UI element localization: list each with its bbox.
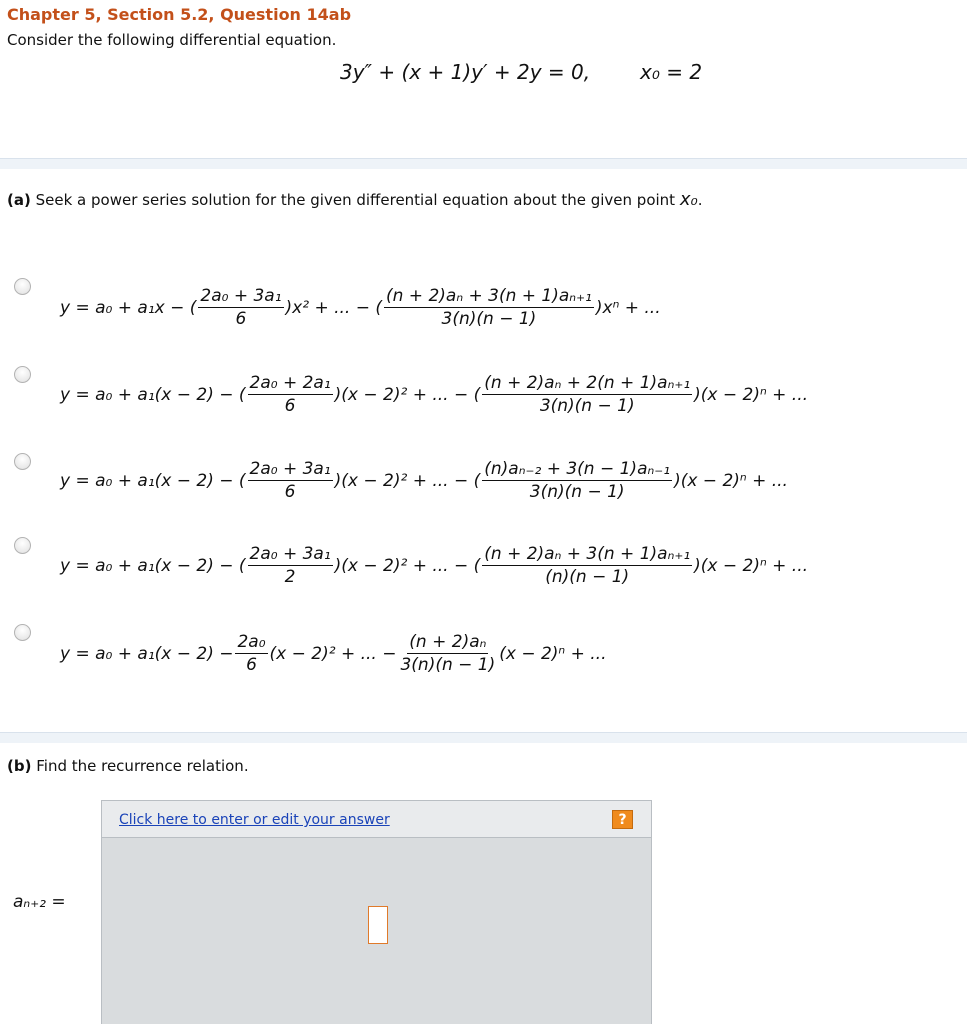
option-5-fraction-2 [398,632,497,675]
option-5-f1-num: 2a₀ [237,632,266,652]
edit-answer-link[interactable]: Click here to enter or edit your answer [119,812,390,828]
option-2-tail: )(x − 2)ⁿ + ... [694,384,809,405]
answer-editor-toolbar [101,800,652,838]
option-4-lead: y = a₀ + a₁(x − 2) − ( [60,555,246,576]
option-1-f1-num: 2a₀ + 3a₁ [200,286,282,306]
option-3-f2-den: 3(n)(n − 1) [529,482,625,502]
part-a-label: (a) [7,191,31,209]
option-2-fraction-1 [248,373,333,416]
option-5-lead: y = a₀ + a₁(x − 2) − [60,643,234,664]
answer-input-box[interactable] [368,906,388,944]
part-a-end: . [697,191,703,209]
option-2-lead: y = a₀ + a₁(x − 2) − ( [60,384,246,405]
part-b-label: (b) [7,757,32,775]
option-3-tail: )(x − 2)ⁿ + ... [674,470,788,491]
option-2-mid: )(x − 2)² + ... − ( [334,384,481,405]
question-title: Chapter 5, Section 5.2, Question 14ab [7,5,352,24]
differential-equation: 3y″ + (x + 1)y′ + 2y = 0, [340,60,591,84]
option-1-f2-den: 3(n)(n − 1) [441,309,537,329]
option-3-mid: )(x − 2)² + ... − ( [334,470,481,491]
option-5-f1-den: 6 [246,655,257,675]
option-2-radio[interactable] [14,366,31,383]
option-3-fraction-2 [482,459,672,502]
option-2-f1-num: 2a₀ + 2a₁ [249,373,331,393]
option-2-fraction-2 [482,373,692,416]
option-3-radio[interactable] [14,453,31,470]
option-1-fraction-1 [198,286,283,329]
option-3-fraction-1 [248,459,333,502]
option-4-f2-den: (n)(n − 1) [545,567,630,587]
option-1-expression [60,286,661,329]
option-1-f1-den: 6 [235,309,247,329]
section-divider [0,732,967,743]
option-4-tail: )(x − 2)ⁿ + ... [694,555,809,576]
option-3-expression [60,459,788,502]
option-5-expression [60,632,606,675]
option-2-f1-den: 6 [284,396,296,416]
option-4-fraction-1 [248,544,333,587]
part-a-text: Seek a power series solution for the given differential equation about the given point [35,191,676,209]
option-5-fraction-1 [235,632,267,675]
option-4-f1-den: 2 [284,567,296,587]
part-a-point: x₀ [679,189,698,210]
option-1-f2-num: (n + 2)aₙ + 3(n + 1)aₙ₊₁ [386,286,592,306]
option-5-f2-den: 3(n)(n − 1) [400,655,496,675]
section-divider [0,158,967,169]
option-3-f1-den: 6 [284,482,296,502]
option-2-expression [60,373,808,416]
part-b-prompt [7,757,249,775]
option-5-radio[interactable] [14,624,31,641]
option-3-f2-num: (n)aₙ₋₂ + 3(n − 1)aₙ₋₁ [484,459,671,479]
option-1-mid: )x² + ... − ( [285,297,382,318]
option-2-f2-num: (n + 2)aₙ + 2(n + 1)aₙ₊₁ [484,373,691,393]
part-a-prompt [7,189,703,210]
option-4-mid: )(x − 2)² + ... − ( [334,555,481,576]
option-4-expression [60,544,808,587]
answer-editor-area[interactable] [101,838,652,1024]
option-1-radio[interactable] [14,278,31,295]
option-2-f2-den: 3(n)(n − 1) [539,396,635,416]
option-4-f1-num: 2a₀ + 3a₁ [249,544,331,564]
option-1-lead: y = a₀ + a₁x − ( [60,297,197,318]
option-3-lead: y = a₀ + a₁(x − 2) − ( [60,470,246,491]
option-3-f1-num: 2a₀ + 3a₁ [249,459,331,479]
part-b-text: Find the recurrence relation. [36,757,249,775]
option-4-f2-num: (n + 2)aₙ + 3(n + 1)aₙ₊₁ [484,544,691,564]
option-5-f2-num: (n + 2)aₙ [409,632,487,652]
option-5-tail: (x − 2)ⁿ + ... [499,643,607,664]
question-prompt: Consider the following differential equation. [7,31,337,49]
option-1-fraction-2 [384,286,594,329]
initial-point: x₀ = 2 [640,60,703,84]
option-4-radio[interactable] [14,537,31,554]
recurrence-lhs: aₙ₊₂ = [13,892,66,912]
option-4-fraction-2 [482,544,692,587]
option-5-mid: (x − 2)² + ... − [269,643,397,664]
option-1-tail: )xⁿ + ... [595,297,661,318]
help-icon[interactable]: ? [612,810,633,829]
